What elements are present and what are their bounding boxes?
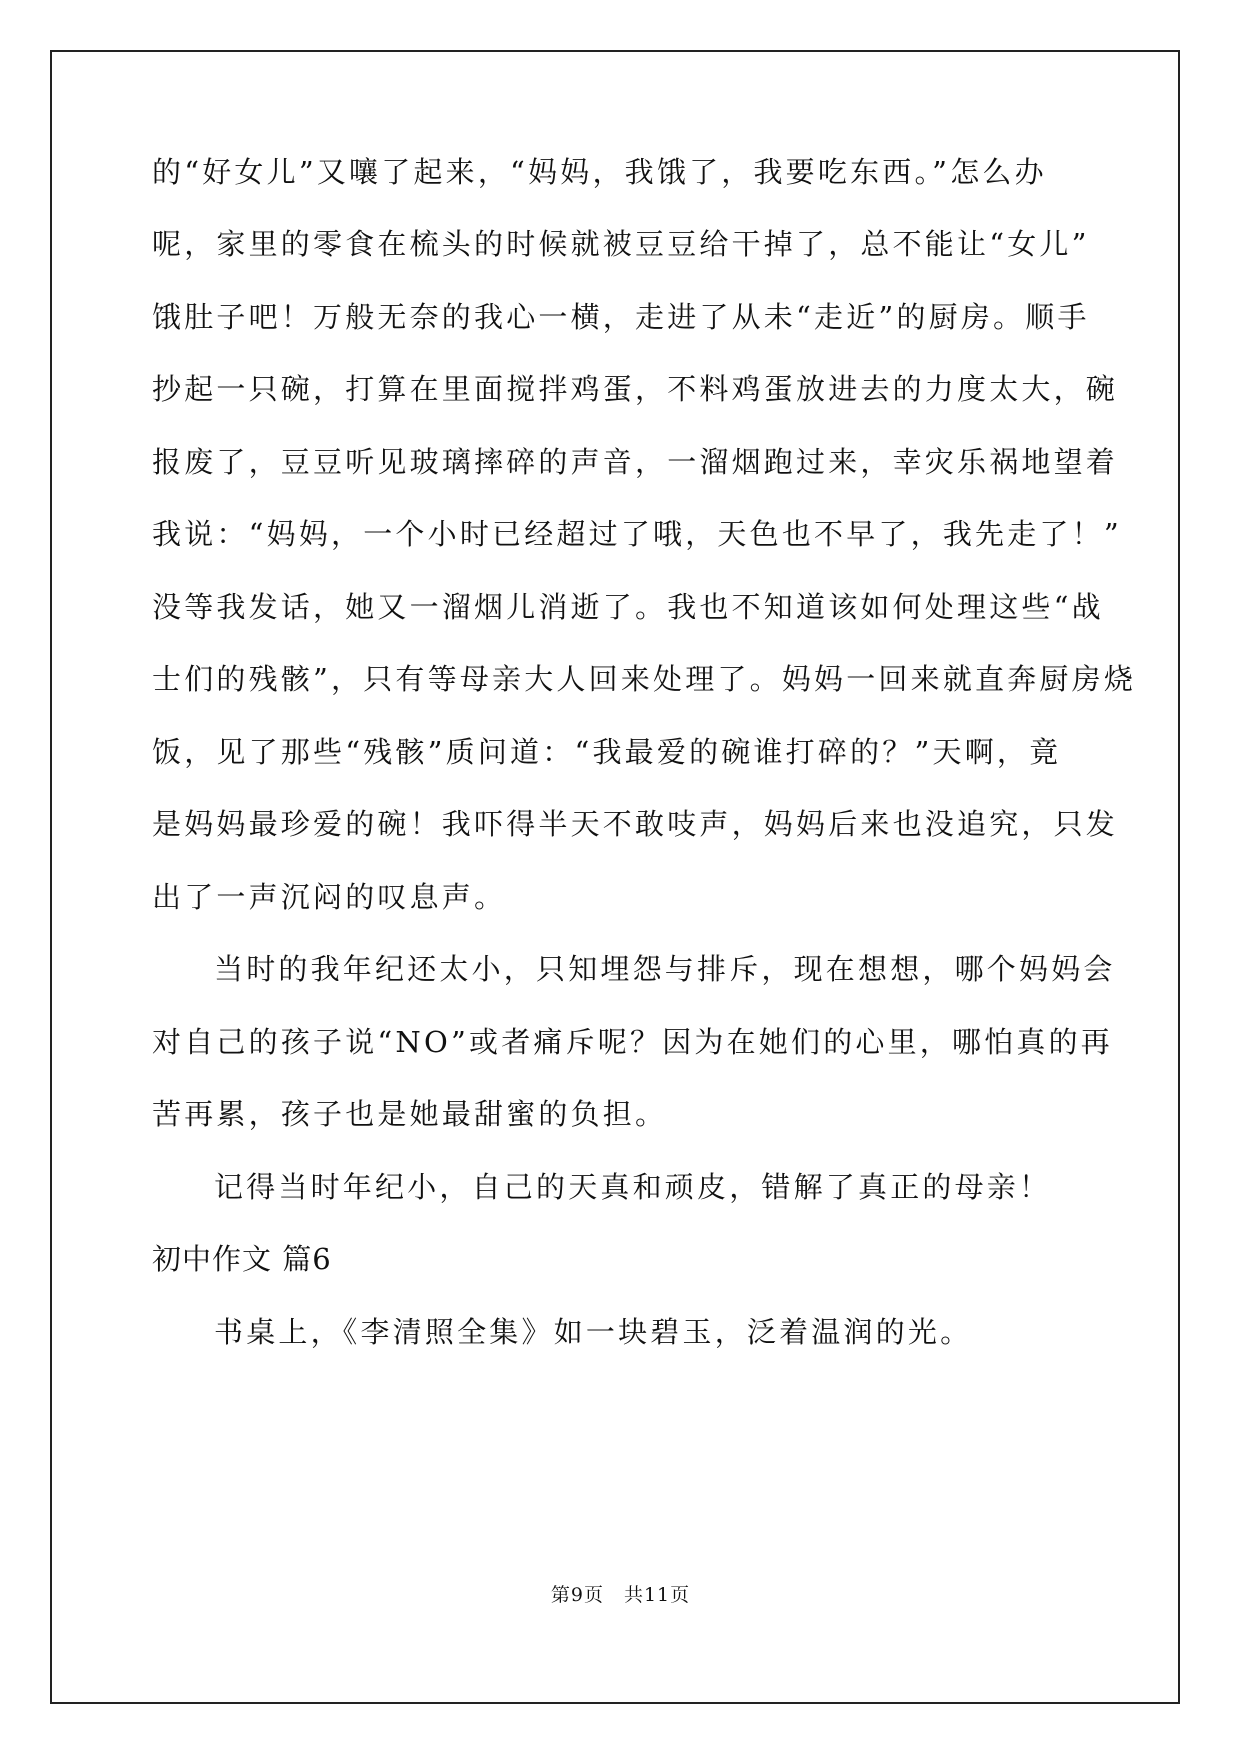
body-line-14: 苦再累，孩子也是她最甜蜜的负担。 <box>152 1097 668 1131</box>
body-line-9: 饭，见了那些“残骸”质问道：“我最爱的碗谁打碎的？”天啊，竟 <box>152 735 1062 769</box>
section-heading: 初中作文 篇6 <box>152 1242 332 1276</box>
body-line-2: 呢，家里的零食在梳头的时候就被豆豆给干掉了，总不能让“女儿” <box>152 227 1090 261</box>
body-line-17: 书桌上，《李清照全集》如一块碧玉，泛着温润的光。 <box>214 1315 973 1349</box>
body-line-6: 我说：“妈妈，一个小时已经超过了哦，天色也不早了，我先走了！” <box>152 517 1122 551</box>
body-line-11: 出了一声沉闷的叹息声。 <box>152 880 507 914</box>
page-number: 第9页 共11页 <box>550 1584 691 1606</box>
body-line-3: 饿肚子吧！万般无奈的我心一横，走进了从未“走近”的厨房。顺手 <box>152 300 1090 334</box>
body-line-5: 报废了，豆豆听见玻璃摔碎的声音，一溜烟跑过来，幸灾乐祸地望着 <box>152 445 1119 479</box>
body-line-13: 对自己的孩子说“NO”或者痛斥呢？因为在她们的心里，哪怕真的再 <box>152 1025 1114 1059</box>
body-line-8: 士们的残骸”，只有等母亲大人回来处理了。妈妈一回来就直奔厨房烧 <box>152 662 1137 696</box>
body-line-12: 当时的我年纪还太小，只知埋怨与排斥，现在想想，哪个妈妈会 <box>214 952 1116 986</box>
body-line-15: 记得当时年纪小，自己的天真和顽皮，错解了真正的母亲！ <box>214 1170 1052 1204</box>
body-line-1: 的“好女儿”又嚷了起来，“妈妈，我饿了，我要吃东西。”怎么办 <box>152 155 1047 189</box>
body-line-4: 抄起一只碗，打算在里面搅拌鸡蛋，不料鸡蛋放进去的力度太大，碗 <box>152 372 1119 406</box>
body-line-10: 是妈妈最珍爱的碗！我吓得半天不敢吱声，妈妈后来也没追究，只发 <box>152 807 1119 841</box>
body-line-7: 没等我发话，她又一溜烟儿消逝了。我也不知道该如何处理这些“战 <box>152 590 1104 624</box>
